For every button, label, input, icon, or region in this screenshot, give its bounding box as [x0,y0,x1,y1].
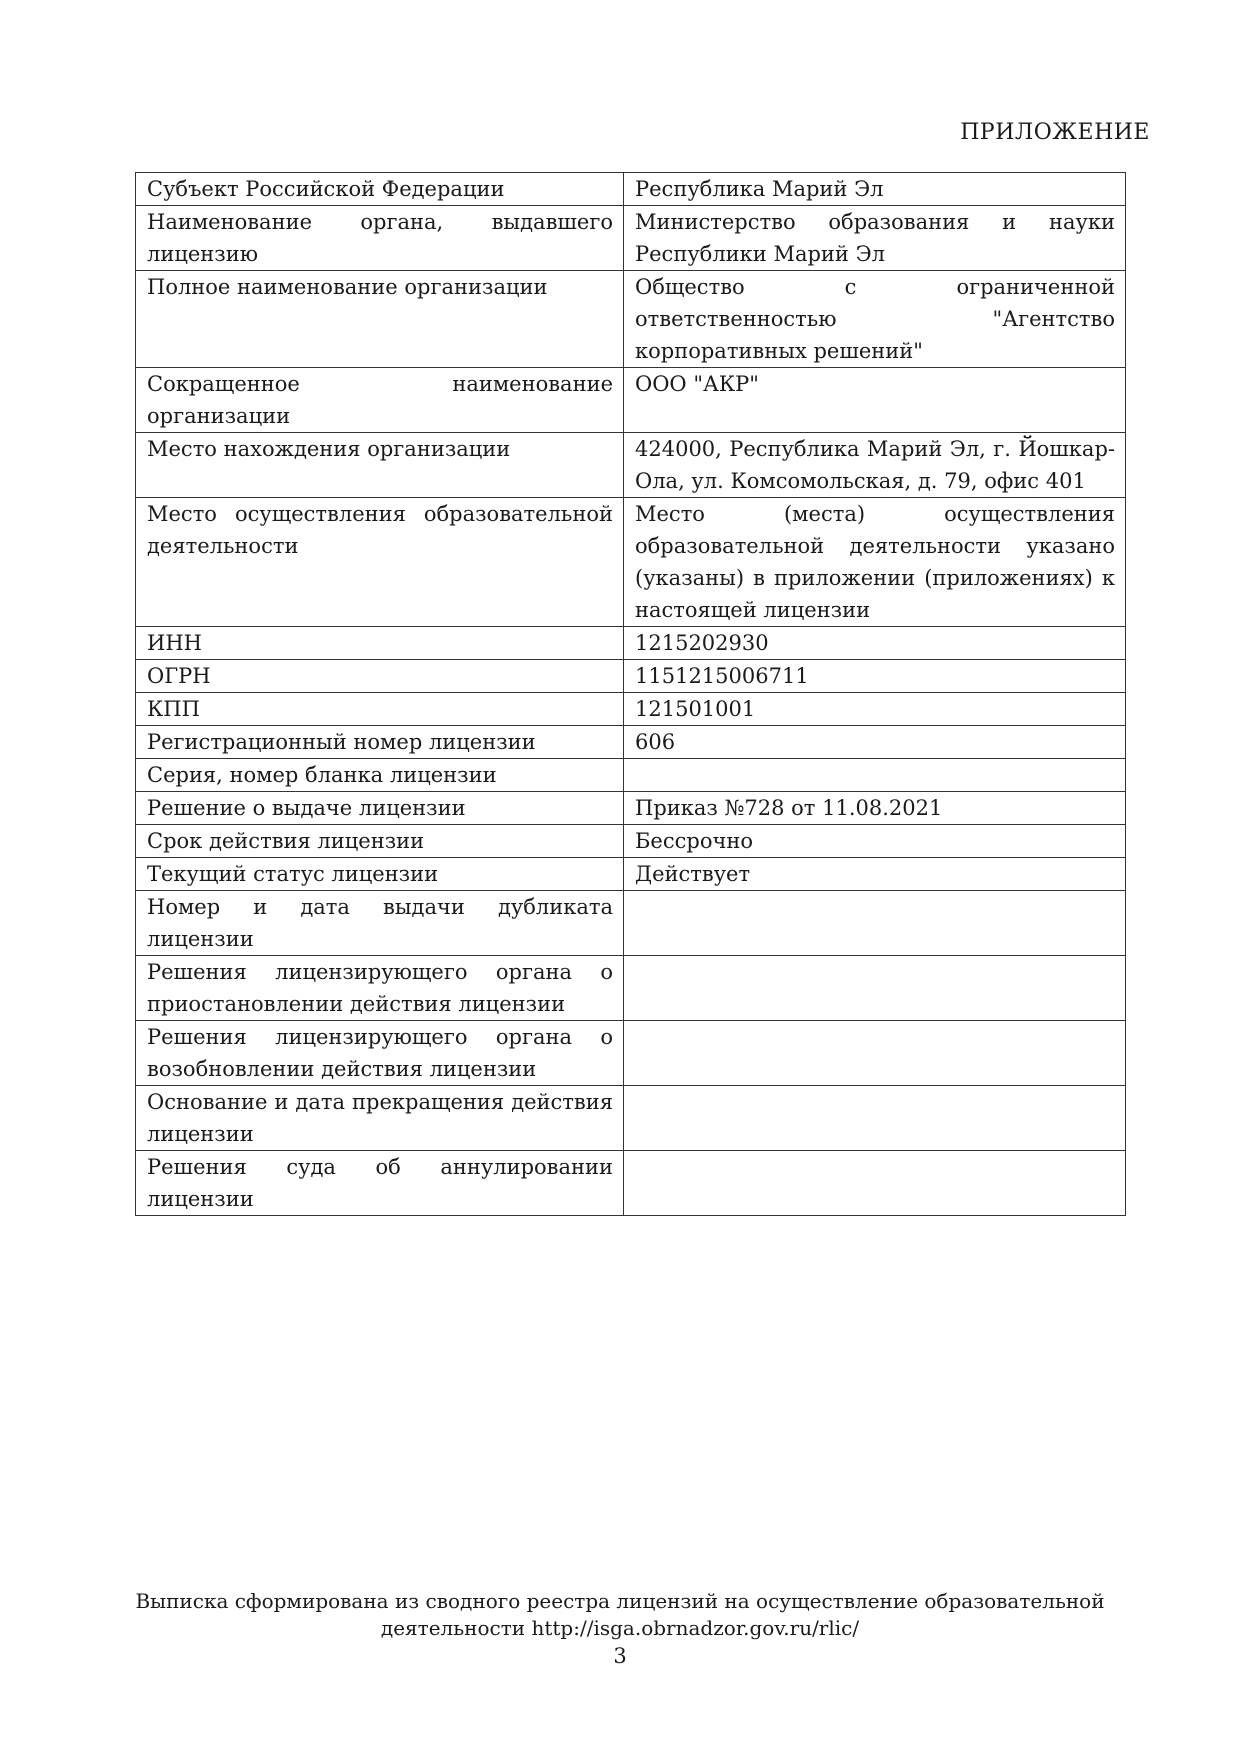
row-label-text: Полное наименование организации [147,275,548,299]
row-label-text: Номер и дата выдачи дубликата лицензии [147,895,613,951]
row-value [624,726,1126,759]
row-value-text: 121501001 [635,697,756,721]
row-label-text: Основание и дата прекращения действия лицензии [147,1090,613,1146]
row-label-text: Решения лицензирующего органа о приостановлении действия лицензии [147,960,613,1016]
row-value [624,759,1126,792]
row-value-text: ООО "АКР" [635,372,759,396]
row-value-text: 424000, Республика Марий Эл, г. Йошкар-Ола, ул. Комсомольская, д. 79, офис 401 [635,437,1115,493]
row-value [624,693,1126,726]
row-label-text: Регистрационный номер лицензии [147,730,536,754]
row-value [624,1151,1126,1216]
table-row [136,173,1126,206]
row-value [624,206,1126,271]
table-row [136,433,1126,498]
table-row [136,660,1126,693]
row-label [136,891,624,956]
table-row [136,693,1126,726]
row-label [136,759,624,792]
row-value-text: Приказ №728 от 11.08.2021 [635,796,943,820]
row-value [624,891,1126,956]
row-value [624,858,1126,891]
row-label-text: ОГРН [147,664,211,688]
table-row [136,1151,1126,1216]
row-label-text: Место нахождения организации [147,437,511,461]
row-value-text: Место (места) осуществления образовательной деятельности указано (указаны) в приложении (приложениях) к настоящей лицензии [635,502,1115,622]
appendix-title: ПРИЛОЖЕНИЕ [960,120,1150,145]
row-value [624,368,1126,433]
row-value [624,433,1126,498]
row-label-text: Сокращенное наименование организации [147,372,613,428]
row-label-text: Решение о выдаче лицензии [147,796,466,820]
row-value [624,792,1126,825]
row-label [136,627,624,660]
row-value-text: 1151215006711 [635,664,809,688]
registry-extract-note-line2: деятельности http://isga.obrnadzor.gov.ru/rlic/ [380,1616,860,1640]
row-label-text: Срок действия лицензии [147,829,425,853]
row-value-text: Бессрочно [635,829,753,853]
page-number: 3 [613,1644,627,1668]
registry-extract-note-line1: Выписка сформирована из сводного реестра лицензий на осуществление образовательной [135,1589,1105,1613]
row-label-text: Место осуществления образовательной деятельности [147,502,613,558]
row-value-text: 1215202930 [635,631,769,655]
row-value-text: Министерство образования и науки Республики Марий Эл [635,210,1115,266]
row-value-text: Действует [635,862,751,886]
row-value-text: Республика Марий Эл [635,177,884,201]
license-details-table [135,172,1126,1216]
row-label-text: ИНН [147,631,202,655]
row-value [624,660,1126,693]
row-label [136,433,624,498]
row-value [624,956,1126,1021]
row-value [624,173,1126,206]
table-row [136,891,1126,956]
row-label-text: КПП [147,697,200,721]
row-label-text: Субъект Российской Федерации [147,177,505,201]
row-value [624,1021,1126,1086]
table-row [136,368,1126,433]
table-row [136,498,1126,627]
row-label [136,1151,624,1216]
row-label [136,498,624,627]
row-label-text: Серия, номер бланка лицензии [147,763,497,787]
row-value [624,271,1126,368]
table-row [136,858,1126,891]
row-label [136,660,624,693]
registry-extract-note [0,1588,1240,1642]
row-value-text: 606 [635,730,676,754]
table-row [136,1021,1126,1086]
row-label [136,726,624,759]
row-label-text: Решения лицензирующего органа о возобновлении действия лицензии [147,1025,613,1081]
table-row [136,206,1126,271]
table-row [136,1086,1126,1151]
row-label-text: Текущий статус лицензии [147,862,439,886]
row-value [624,825,1126,858]
row-label [136,825,624,858]
row-label-text: Решения суда об аннулировании лицензии [147,1155,613,1211]
row-label [136,792,624,825]
row-label [136,1021,624,1086]
row-label [136,206,624,271]
row-label [136,858,624,891]
row-label [136,956,624,1021]
row-value [624,627,1126,660]
table-row [136,759,1126,792]
table-row [136,726,1126,759]
row-label [136,173,624,206]
row-label-text: Наименование органа, выдавшего лицензию [147,210,613,266]
row-label [136,1086,624,1151]
table-row [136,792,1126,825]
table-row [136,271,1126,368]
table-row [136,627,1126,660]
row-label [136,368,624,433]
row-label [136,693,624,726]
row-value [624,498,1126,627]
table-row [136,956,1126,1021]
table-row [136,825,1126,858]
row-label [136,271,624,368]
row-value-text: Общество с ограниченной ответственностью "Агентство корпоративных решений" [635,275,1115,363]
row-value [624,1086,1126,1151]
